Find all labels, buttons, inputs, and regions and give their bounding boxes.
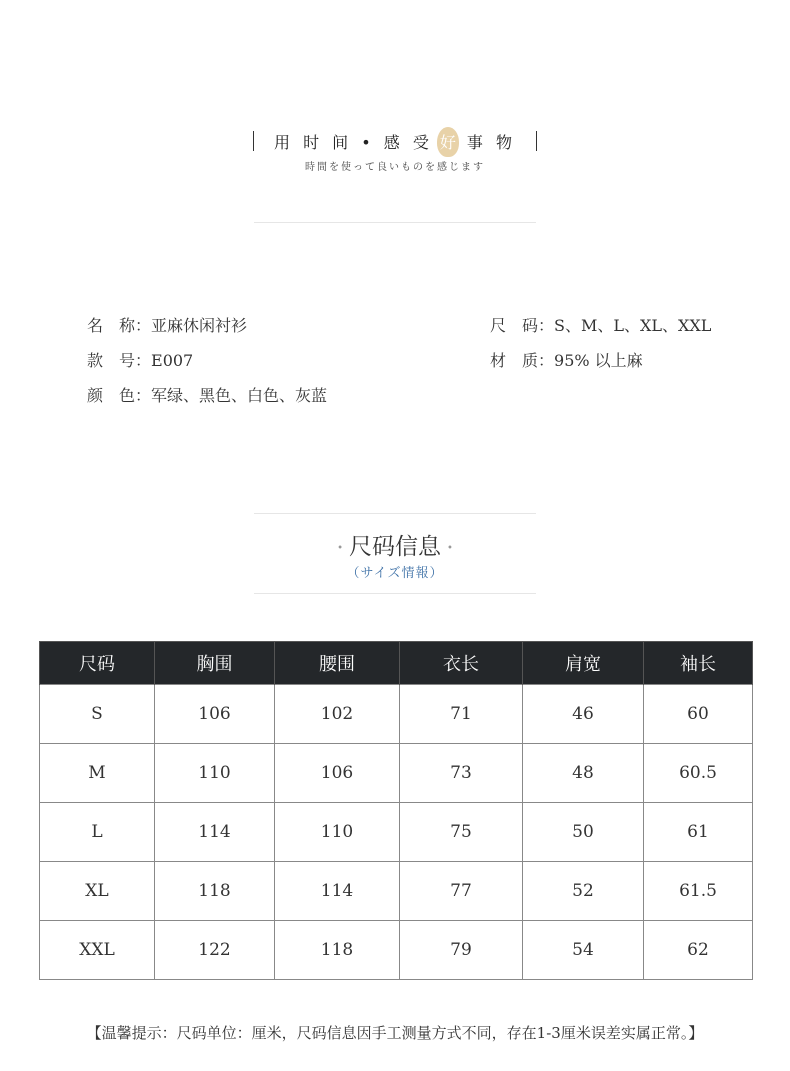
table-cell: 62 [644, 921, 753, 980]
table-cell: XXL [40, 921, 155, 980]
info-name [87, 313, 247, 336]
table-cell: 61.5 [644, 862, 753, 921]
table-cell: 114 [155, 803, 275, 862]
table-row [40, 744, 753, 803]
info-style-label: 款 号： [87, 351, 152, 370]
table-cell: 73 [400, 744, 523, 803]
table-cell: 122 [155, 921, 275, 980]
size-note: 【温馨提示：尺码单位：厘米，尺码信息因手工测量方式不同，存在1-3厘米误差实属正常。】 [86, 1024, 704, 1042]
table-cell: 77 [400, 862, 523, 921]
size-title-bottom-divider [254, 593, 536, 594]
header-shoulder: 肩宽 [523, 642, 644, 685]
table-cell: 60 [644, 685, 753, 744]
info-style [87, 348, 193, 371]
table-cell: 50 [523, 803, 644, 862]
table-cell: 106 [155, 685, 275, 744]
table-row [40, 921, 753, 980]
slogan-highlight [439, 130, 461, 153]
table-cell: 79 [400, 921, 523, 980]
info-size [490, 313, 711, 336]
info-material-label: 材 质： [490, 351, 555, 370]
header-divider [254, 222, 536, 223]
info-material [490, 348, 643, 371]
header-waist: 腰围 [275, 642, 400, 685]
size-section-subtitle: （サイズ情報） [346, 566, 444, 581]
slogan-pre: 用 时 间 • 感 受 [274, 132, 433, 152]
divider-bar-left [253, 131, 254, 151]
slogan-highlight-char: 好 [439, 132, 460, 152]
table-cell: 54 [523, 921, 644, 980]
info-style-value: E007 [151, 351, 194, 370]
size-title-top-divider [254, 513, 536, 514]
table-cell: 61 [644, 803, 753, 862]
table-cell: S [40, 685, 155, 744]
header-chest: 胸围 [155, 642, 275, 685]
info-color-label: 颜 色： [87, 386, 152, 405]
table-cell: M [40, 744, 155, 803]
table-cell: 114 [275, 862, 400, 921]
info-name-label: 名 称： [87, 316, 152, 335]
header-sleeve: 袖长 [644, 642, 753, 685]
info-color-value: 军绿、黑色、白色、灰蓝 [151, 386, 328, 405]
table-cell: 71 [400, 685, 523, 744]
table-row [40, 803, 753, 862]
table-cell: 118 [155, 862, 275, 921]
table-cell: XL [40, 862, 155, 921]
size-section-title [0, 528, 790, 561]
title-dot-right: • [447, 542, 453, 554]
table-header-row [40, 642, 753, 685]
title-dot-left: • [337, 542, 343, 554]
slogan-text [274, 130, 516, 153]
table-row [40, 685, 753, 744]
info-material-value: 95% 以上麻 [554, 351, 643, 370]
table-row [40, 862, 753, 921]
info-color [87, 383, 327, 406]
table-cell: L [40, 803, 155, 862]
brand-subtitle: 時間を使って良いものを感じます [305, 162, 485, 173]
table-cell: 106 [275, 744, 400, 803]
size-table [39, 641, 753, 980]
info-name-value: 亚麻休闲衬衫 [151, 316, 248, 335]
table-cell: 46 [523, 685, 644, 744]
slogan-post: 事 物 [466, 132, 516, 152]
size-title-text: 尺码信息 [349, 534, 441, 560]
divider-bar-right [536, 131, 537, 151]
info-size-label: 尺 码： [490, 316, 555, 335]
table-cell: 102 [275, 685, 400, 744]
table-cell: 110 [155, 744, 275, 803]
table-cell: 60.5 [644, 744, 753, 803]
table-cell: 110 [275, 803, 400, 862]
table-cell: 52 [523, 862, 644, 921]
header-length: 衣长 [400, 642, 523, 685]
table-cell: 48 [523, 744, 644, 803]
table-cell: 75 [400, 803, 523, 862]
info-size-value: S、M、L、XL、XXL [554, 316, 712, 335]
header-size: 尺码 [40, 642, 155, 685]
brand-slogan [0, 128, 790, 154]
table-cell: 118 [275, 921, 400, 980]
